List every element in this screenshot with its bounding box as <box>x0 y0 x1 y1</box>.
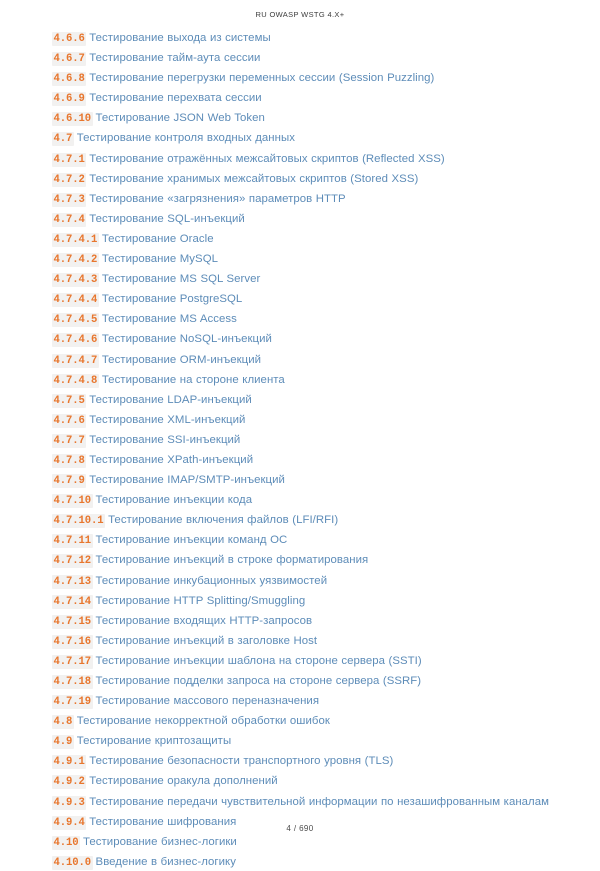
toc-entry-title: Тестирование SSI-инъекций <box>89 433 241 446</box>
toc-entry-number: 4.9.2 <box>53 776 85 789</box>
toc-entry-title: Тестирование входящих HTTP-запросов <box>95 614 313 627</box>
toc-entry-number: 4.7.4 <box>53 213 85 226</box>
toc-entry-number: 4.7.4.7 <box>53 354 98 367</box>
toc-entry-number: 4.7.10 <box>53 495 92 508</box>
toc-entry-title: Тестирование HTTP Splitting/Smuggling <box>95 594 306 607</box>
toc-entry-title: Тестирование инъекции кода <box>95 494 253 507</box>
toc-entry-title: Тестирование контроля входных данных <box>76 132 295 145</box>
toc-entry-link[interactable] <box>52 654 572 671</box>
toc-entry-title: Тестирование некорректной обработки ошибок <box>76 715 330 728</box>
running-header-title: RU OWASP WSTG 4.X+ <box>255 10 345 19</box>
toc-entry-link[interactable] <box>52 734 572 751</box>
toc-entry-link[interactable] <box>52 473 572 490</box>
page-number-footer: 4 / 690 <box>286 824 314 833</box>
toc-entry-link[interactable] <box>52 51 572 68</box>
toc-entry-title: Тестирование IMAP/SMTP-инъекций <box>89 474 285 487</box>
toc-entry-link[interactable] <box>52 332 572 349</box>
toc-entry-number: 4.9 <box>53 736 73 749</box>
toc-entry-number: 4.7.1 <box>53 153 85 166</box>
toc-entry-number: 4.7.18 <box>53 676 92 688</box>
toc-entry-title: Тестирование тайм-аута сессии <box>89 52 261 65</box>
toc-entry-number: 4.7.4.8 <box>53 374 98 387</box>
toc-entry-link[interactable] <box>52 795 572 812</box>
toc-entry-number: 4.8 <box>53 716 73 729</box>
toc-entry-link[interactable] <box>52 574 572 591</box>
toc-entry-title: Тестирование инкубационных уязвимостей <box>95 574 328 587</box>
toc-entry-link[interactable] <box>52 493 572 510</box>
toc-entry-title: Тестирование XML-инъекций <box>89 413 246 426</box>
toc-entry-number: 4.7.17 <box>53 655 92 668</box>
toc-entry-number: 4.7.11 <box>53 535 92 548</box>
toc-entry-number: 4.6.10 <box>53 113 92 126</box>
toc-entry-title: Тестирование оракула дополнений <box>89 775 278 788</box>
toc-entry-number: 4.9.1 <box>53 756 85 769</box>
toc-entry-link[interactable] <box>52 413 572 430</box>
toc-entry-link[interactable] <box>52 754 572 771</box>
toc-entry-title: Тестирование инъекции шаблона на стороне сервера (SSTI) <box>95 654 422 667</box>
toc-entry-number: 4.7.4.1 <box>53 233 98 246</box>
toc-entry-link[interactable] <box>52 71 572 88</box>
toc-entry-link[interactable] <box>52 192 572 209</box>
toc-entry-number: 4.6.7 <box>53 53 85 66</box>
toc-entry-number: 4.7.4.6 <box>53 334 98 347</box>
toc-entry-title: Тестирование хранимых межсайтовых скриптов (Stored XSS) <box>89 172 419 185</box>
toc-entry-title: Тестирование MS Access <box>101 313 237 326</box>
toc-entry-number: 4.7.7 <box>53 434 85 447</box>
toc-entry-link[interactable] <box>52 292 572 309</box>
toc-entry-number: 4.7.16 <box>53 635 92 648</box>
toc-entry-number: 4.7.4.5 <box>53 314 98 327</box>
toc-entry-number: 4.7.14 <box>53 595 92 608</box>
toc-entry-link[interactable] <box>52 714 572 731</box>
toc-entry-link[interactable] <box>52 91 572 108</box>
toc-entry-number: 4.7.6 <box>53 414 85 427</box>
toc-entry-title: Тестирование MySQL <box>101 253 218 266</box>
toc-entry-link[interactable] <box>52 152 572 169</box>
toc-entry-title: Тестирование PostgreSQL <box>101 293 243 306</box>
toc-entry-title: Тестирование SQL-инъекций <box>89 212 245 225</box>
toc-entry-number: 4.10 <box>53 836 79 849</box>
toc-entry-number: 4.7.4.3 <box>53 274 98 287</box>
toc-entry-link[interactable] <box>52 594 572 611</box>
toc-entry-link[interactable] <box>52 212 572 229</box>
toc-entry-title: Тестирование перехвата сессии <box>89 92 262 105</box>
toc-entry-number: 4.7.5 <box>53 394 85 407</box>
toc-entry-link[interactable] <box>52 172 572 189</box>
toc-entry-number: 4.6.9 <box>53 93 85 106</box>
toc-entry-title: Введение в бизнес-логику <box>95 855 236 868</box>
toc-entry-link[interactable] <box>52 533 572 550</box>
toc-entry-number: 4.7.15 <box>53 615 92 628</box>
toc-entry-title: Тестирование Oracle <box>101 232 214 245</box>
toc-entry-title: Тестирование JSON Web Token <box>95 112 265 125</box>
toc-entry-number: 4.6.6 <box>53 33 85 45</box>
toc-entry-title: Тестирование «загрязнения» параметров HTTP <box>89 192 346 205</box>
toc-entry-title: Тестирование MS SQL Server <box>101 273 261 286</box>
toc-entry-number: 4.7.9 <box>53 475 85 488</box>
toc-entry-link[interactable] <box>52 373 572 390</box>
toc-entry-title: Тестирование массового переназначения <box>95 695 320 708</box>
toc-entry-number: 4.7.4.2 <box>53 254 98 267</box>
toc-entry-link[interactable] <box>52 855 572 871</box>
toc-entry-number: 4.7.10.1 <box>53 515 104 528</box>
toc-entry-link[interactable] <box>52 634 572 651</box>
toc-entry-number: 4.10.0 <box>53 856 92 869</box>
toc-entry-link[interactable] <box>52 393 572 410</box>
table-of-contents <box>0 21 600 871</box>
toc-entry-title: Тестирование отражённых межсайтовых скриптов (Reflected XSS) <box>89 152 445 165</box>
toc-entry-number: 4.7 <box>53 133 73 146</box>
toc-entry-link[interactable] <box>52 513 572 530</box>
toc-entry-title: Тестирование LDAP-инъекций <box>89 393 252 406</box>
toc-entry-title: Тестирование шифрования <box>89 815 237 828</box>
toc-entry-link[interactable] <box>52 312 572 329</box>
toc-entry-number: 4.7.13 <box>53 575 92 588</box>
toc-entry-title: Тестирование передачи чувствительной информации по незашифрованным каналам <box>89 795 550 808</box>
toc-entry-link[interactable] <box>52 614 572 631</box>
toc-entry-title: Тестирование на стороне клиента <box>101 373 285 386</box>
toc-entry-link[interactable] <box>52 694 572 711</box>
toc-entry-title: Тестирование бизнес-логики <box>83 835 237 848</box>
toc-entry-title: Тестирование подделки запроса на стороне сервера (SSRF) <box>95 675 422 687</box>
toc-entry-link[interactable] <box>52 111 572 128</box>
toc-entry-number: 4.9.4 <box>53 816 85 829</box>
toc-entry-title: Тестирование перегрузки переменных сессии (Session Puzzling) <box>89 72 435 85</box>
toc-entry-title: Тестирование NoSQL-инъекций <box>101 333 272 346</box>
toc-entry-link[interactable] <box>52 31 572 48</box>
toc-entry-title: Тестирование выхода из системы <box>89 32 271 44</box>
toc-entry-link[interactable] <box>52 433 572 450</box>
toc-entry-link[interactable] <box>52 453 572 470</box>
toc-entry-link[interactable] <box>52 553 572 570</box>
toc-entry-link[interactable] <box>52 774 572 791</box>
toc-entry-number: 4.7.19 <box>53 696 92 709</box>
toc-entry-link[interactable] <box>52 674 572 691</box>
toc-entry-title: Тестирование инъекций в заголовке Host <box>95 634 318 647</box>
toc-entry-number: 4.9.3 <box>53 796 85 809</box>
toc-entry-title: Тестирование XPath-инъекций <box>89 453 254 466</box>
toc-entry-number: 4.6.8 <box>53 73 85 86</box>
toc-entry-title: Тестирование инъекции команд ОС <box>95 534 288 547</box>
toc-entry-title: Тестирование включения файлов (LFI/RFI) <box>108 514 339 527</box>
toc-entry-link[interactable] <box>52 131 572 148</box>
toc-entry-title: Тестирование инъекций в строке форматирования <box>95 554 369 567</box>
toc-entry-number: 4.7.2 <box>53 173 85 186</box>
toc-entry-number: 4.7.12 <box>53 555 92 568</box>
toc-entry-title: Тестирование ORM-инъекций <box>101 353 262 366</box>
toc-entry-number: 4.7.8 <box>53 454 85 467</box>
toc-entry-number: 4.7.4.4 <box>53 294 98 307</box>
toc-entry-link[interactable] <box>52 232 572 249</box>
toc-entry-link[interactable] <box>52 252 572 269</box>
toc-entry-number: 4.7.3 <box>53 193 85 206</box>
toc-entry-link[interactable] <box>52 272 572 289</box>
toc-entry-title: Тестирование безопасности транспортного уровня (TLS) <box>89 755 394 768</box>
toc-entry-title: Тестирование криптозащиты <box>76 735 232 748</box>
toc-entry-link[interactable] <box>52 353 572 370</box>
